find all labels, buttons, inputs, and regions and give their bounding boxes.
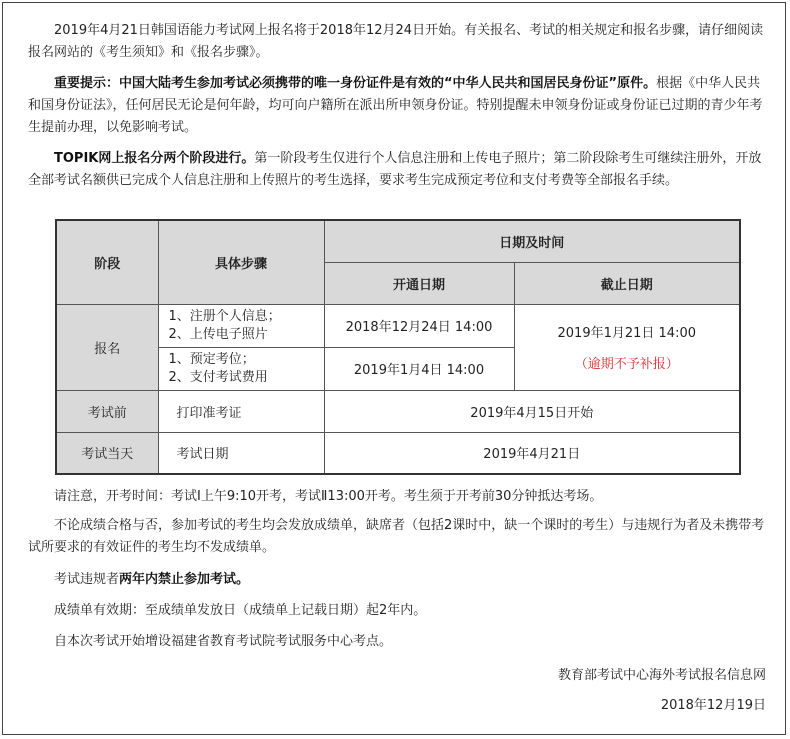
- registration-steps-phase2: [158, 347, 324, 390]
- issue-date: 2018年12月19日: [660, 698, 766, 713]
- step-register-info: 1、注册个人信息；: [168, 308, 281, 324]
- stage-exam-day: 考试当天: [56, 432, 158, 474]
- header-steps: 具体步骤: [158, 220, 324, 304]
- step-upload-photo: 2、上传电子照片: [168, 326, 268, 342]
- important-rest: 根据《中华人民共和国身份证法》，任何居民无论是何年龄，均可向户籍所在派出所申领身份证。特别提醒未申领身份证或身份证已过期的青少年考生提前办理，以免影响考试。: [28, 76, 763, 135]
- registration-close-date: 2019年1月21日 14:00: [557, 326, 696, 341]
- exam-day-date: 2019年4月21日: [324, 432, 740, 474]
- header-close-date: 截止日期: [514, 262, 740, 304]
- late-note: （逾期不予补报）: [574, 357, 679, 372]
- schedule-table: [55, 219, 741, 475]
- important-notice: [28, 73, 770, 139]
- topik-paragraph: [28, 148, 770, 192]
- notice-results: 不论成绩合格与否，参加考试的考生均会发放成绩单，缺席者（包括2课时中，缺一个课时的考生）与违规行为者及未携带考试所要求的有效证件的考生均不发成绩单。: [28, 518, 765, 555]
- violation-notice: [28, 569, 770, 591]
- header-stage: 阶段: [56, 220, 158, 304]
- notice-exam-time: 请注意，开考时间：考试Ⅰ上午9:10开考，考试Ⅱ13:00开考。考生须于开考前30分钟抵达考场。: [54, 489, 603, 504]
- stage-before-exam: 考试前: [56, 390, 158, 432]
- topik-lead: TOPIK网上报名分两个阶段进行。: [54, 151, 255, 166]
- topik-rest: 第一阶段考生仅进行个人信息注册和上传电子照片；第二阶段除考生可继续注册外，开放全部考试名额供已完成个人信息注册和上传照片的考生选择，要求考生完成预定考位和支付考费等全部报名手续。: [28, 151, 762, 188]
- exam-day-step: 考试日期: [158, 432, 324, 474]
- violation-bold: 两年内禁止参加考试。: [119, 572, 250, 587]
- issuer: 教育部考试中心海外考试报名信息网: [557, 668, 766, 683]
- registration-open-phase1: 2018年12月24日 14:00: [324, 304, 514, 347]
- important-lead: 重要提示：中国大陆考生参加考试必须携带的唯一身份证件是有效的“中华人民共和国居民身份证”原件。: [54, 76, 657, 91]
- step-pay-fee: 2、支付考试费用: [168, 369, 268, 385]
- header-open-date: 开通日期: [324, 262, 514, 304]
- new-center-notice: 自本次考试开始增设福建省教育考试院考试服务中心考点。: [54, 634, 393, 649]
- before-exam-date: 2019年4月15日开始: [324, 390, 740, 432]
- stage-registration: 报名: [56, 304, 158, 390]
- registration-open-phase2: 2019年1月4日 14:00: [324, 347, 514, 390]
- step-reserve-seat: 1、预定考位；: [168, 351, 255, 367]
- intro-paragraph: 2019年4月21日韩国语能力考试网上报名将于2018年12月24日开始。有关报名、考试的相关规定和报名步骤，请仔细阅读报名网站的《考生须知》和《报名步骤》。: [28, 23, 764, 60]
- violation-pre: 考试违规者: [54, 572, 120, 587]
- header-datetime: 日期及时间: [324, 220, 740, 262]
- registration-close: [514, 304, 740, 390]
- registration-steps-phase1: [158, 304, 324, 347]
- validity-notice: 成绩单有效期：至成绩单发放日（成绩单上记载日期）起2年内。: [54, 603, 427, 618]
- before-exam-step: 打印准考证: [158, 390, 324, 432]
